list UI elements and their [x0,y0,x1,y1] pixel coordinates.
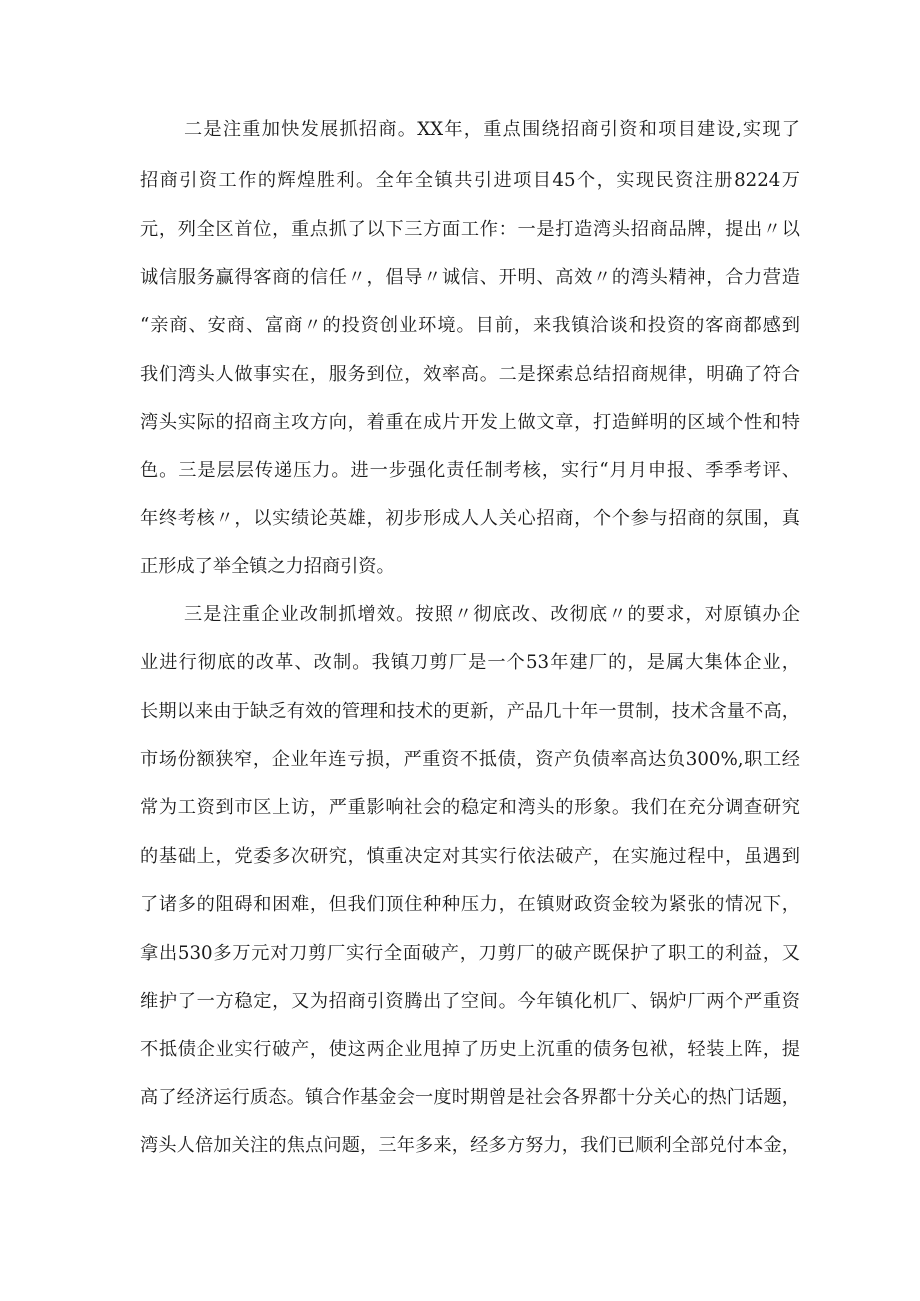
paragraph-2-line-1: 三是注重企业改制抓增效。按照〃彻底改、改彻底〃的要求，对原镇办企 [184,604,800,625]
paragraph-1-line-6: 我们湾头人做事实在，服务到位，效率高。二是探索总结招商规律，明确了符合 [140,364,800,385]
paragraph-1-line-8: 色。三是层层传递压力。进一步强化责任制考核，实行“月月申报、季季考评、 [140,460,800,481]
paragraph-1-line-10: 正形成了举全镇之力招商引资。 [140,556,395,577]
paragraph-1-line-1: 二是注重加快发展抓招商。XX年，重点围绕招商引资和项目建设,实现了 [184,119,800,140]
paragraph-1-line-5: “亲商、安商、富商〃的投资创业环境。目前，来我镇洽谈和投资的客商都感到 [140,315,800,336]
paragraph-1-line-2: 招商引资工作的辉煌胜利。全年全镇共引进项目45个，实现民资注册8224万 [140,170,800,191]
paragraph-2-line-5: 常为工资到市区上访，严重影响社会的稳定和湾头的形象。我们在充分调查研究 [140,797,800,818]
paragraph-2-line-6: 的基础上，党委多次研究，慎重决定对其实行依法破产，在实施过程中，虽遇到 [140,846,800,867]
paragraph-2-line-12: 湾头人倍加关注的焦点问题，三年多来，经多方努力，我们已顺利全部兑付本金， [140,1135,800,1156]
paragraph-2-line-8: 拿出530多万元对刀剪厂实行全面破产，刀剪厂的破产既保护了职工的利益，又 [140,943,800,964]
paragraph-2-line-7: 了诸多的阻碍和困难，但我们顶住种种压力，在镇财政资金较为紧张的情况下， [140,894,800,915]
paragraph-1-line-9: 年终考核〃，以实绩论英雄，初步形成人人关心招商，个个参与招商的氛围，真 [140,508,800,529]
paragraph-2-line-3: 长期以来由于缺乏有效的管理和技术的更新，产品几十年一贯制，技术含量不高， [140,701,800,722]
paragraph-1-line-4: 诚信服务赢得客商的信任〃，倡导〃诚信、开明、高效〃的湾头精神，合力营造 [140,267,800,288]
paragraph-2-line-10: 不抵债企业实行破产，使这两企业甩掉了历史上沉重的债务包袱，轻装上阵，提 [140,1039,800,1060]
paragraph-2-line-4: 市场份额狭窄，企业年连亏损，严重资不抵债，资产负债率高达负300%,职工经 [140,749,800,770]
paragraph-2-line-11: 高了经济运行质态。镇合作基金会一度时期曾是社会各界都十分关心的热门话题， [140,1087,800,1108]
paragraph-2-line-9: 维护了一方稳定，又为招商引资腾出了空间。今年镇化机厂、锅炉厂两个严重资 [140,991,800,1012]
paragraph-1-line-3: 元，列全区首位，重点抓了以下三方面工作：一是打造湾头招商品牌，提出〃以 [140,219,800,240]
paragraph-1-line-7: 湾头实际的招商主攻方向，着重在成片开发上做文章，打造鲜明的区域个性和特 [140,412,800,433]
paragraph-2-line-2: 业进行彻底的改革、改制。我镇刀剪厂是一个53年建厂的，是属大集体企业， [140,652,800,673]
